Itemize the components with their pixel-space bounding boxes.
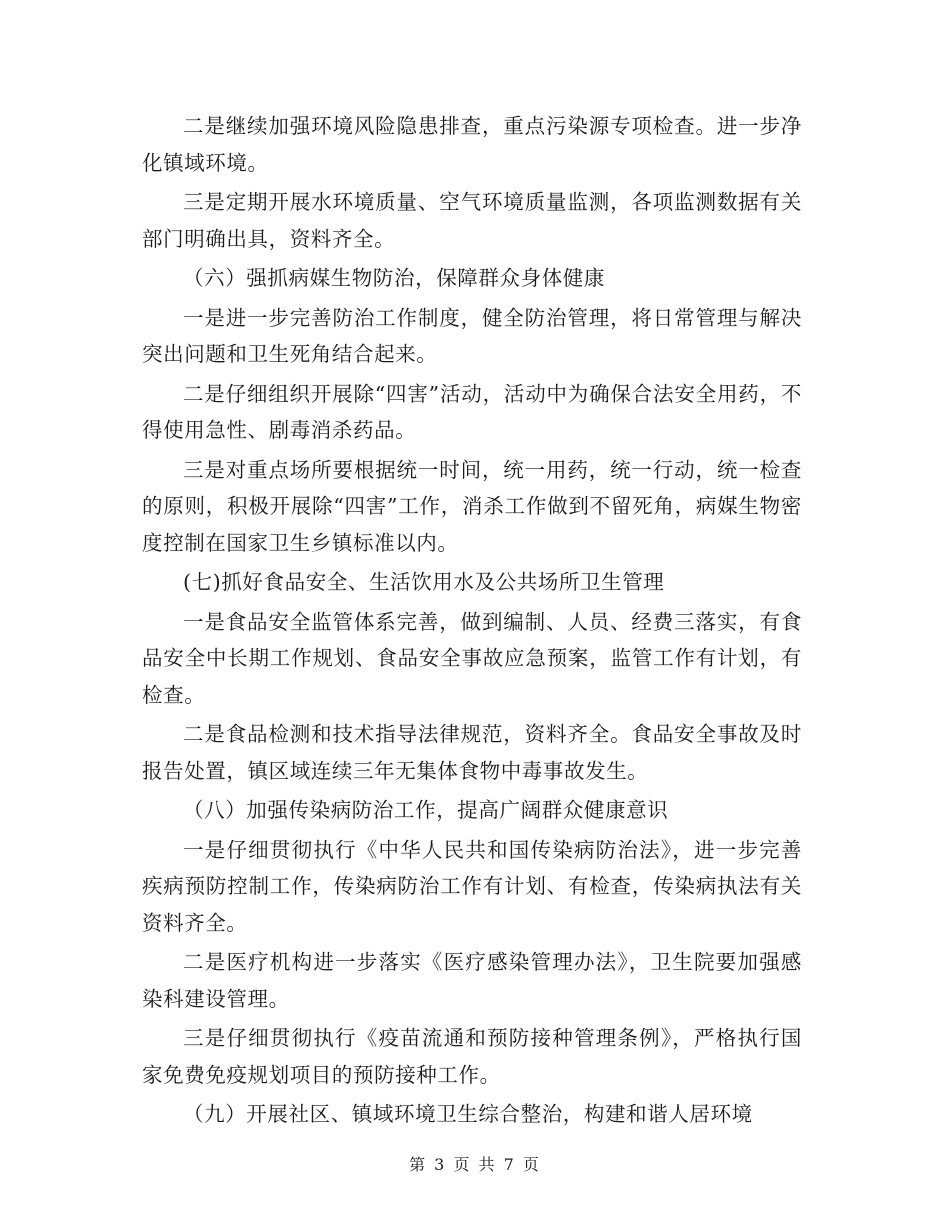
paragraph-body: 二是仔细组织开展除“四害”活动，活动中为确保合法安全用药，不得使用急性、剧毒消杀药品。	[142, 381, 802, 442]
paragraph-body: 三是定期开展水环境质量、空气环境质量监测，各项监测数据有关部门明确出具，资料齐全。	[142, 190, 802, 251]
page-number-footer: 第 3 页 共 7 页	[409, 1155, 541, 1174]
section-heading: （六）强抓病媒生物防治，保障群众身体健康	[183, 266, 605, 290]
paragraph-body: 二是食品检测和技术指导法律规范，资料齐全。食品安全事故及时报告处置，镇区域连续三年无集体食物中毒事故发生。	[142, 722, 802, 783]
paragraph-body: 一是进一步完善防治工作制度，健全防治管理，将日常管理与解决突出问题和卫生死角结合起来。	[142, 305, 802, 366]
paragraph-body: 二是医疗机构进一步落实《医疗感染管理办法》，卫生院要加强感染科建设管理。	[142, 950, 802, 1011]
document-body	[142, 108, 802, 1136]
paragraph-body: 一是仔细贯彻执行《中华人民共和国传染病防治法》，进一步完善疾病预防控制工作，传染病防治工作有计划、有检查，传染病执法有关资料齐全。	[142, 837, 802, 935]
section-heading: (七)抓好食品安全、生活饮用水及公共场所卫生管理	[183, 570, 665, 594]
paragraph-body: 三是对重点场所要根据统一时间，统一用药，统一行动，统一检查的原则，积极开展除“四害”工作，消杀工作做到不留死角，病媒生物密度控制在国家卫生乡镇标准以内。	[142, 457, 802, 555]
section-heading: （九）开展社区、镇域环境卫生综合整治，构建和谐人居环境	[183, 1102, 753, 1126]
paragraph-body: 二是继续加强环境风险隐患排查，重点污染源专项检查。进一步净化镇域环境。	[142, 114, 802, 175]
paragraph-body: 一是食品安全监管体系完善，做到编制、人员、经费三落实，有食品安全中长期工作规划、食品安全事故应急预案，监管工作有计划，有检查。	[142, 609, 802, 707]
section-heading: （八）加强传染病防治工作，提高广阔群众健康意识	[183, 798, 669, 822]
paragraph-body: 三是仔细贯彻执行《疫苗流通和预防接种管理条例》，严格执行国家免费免疫规划项目的预防接种工作。	[142, 1026, 802, 1087]
